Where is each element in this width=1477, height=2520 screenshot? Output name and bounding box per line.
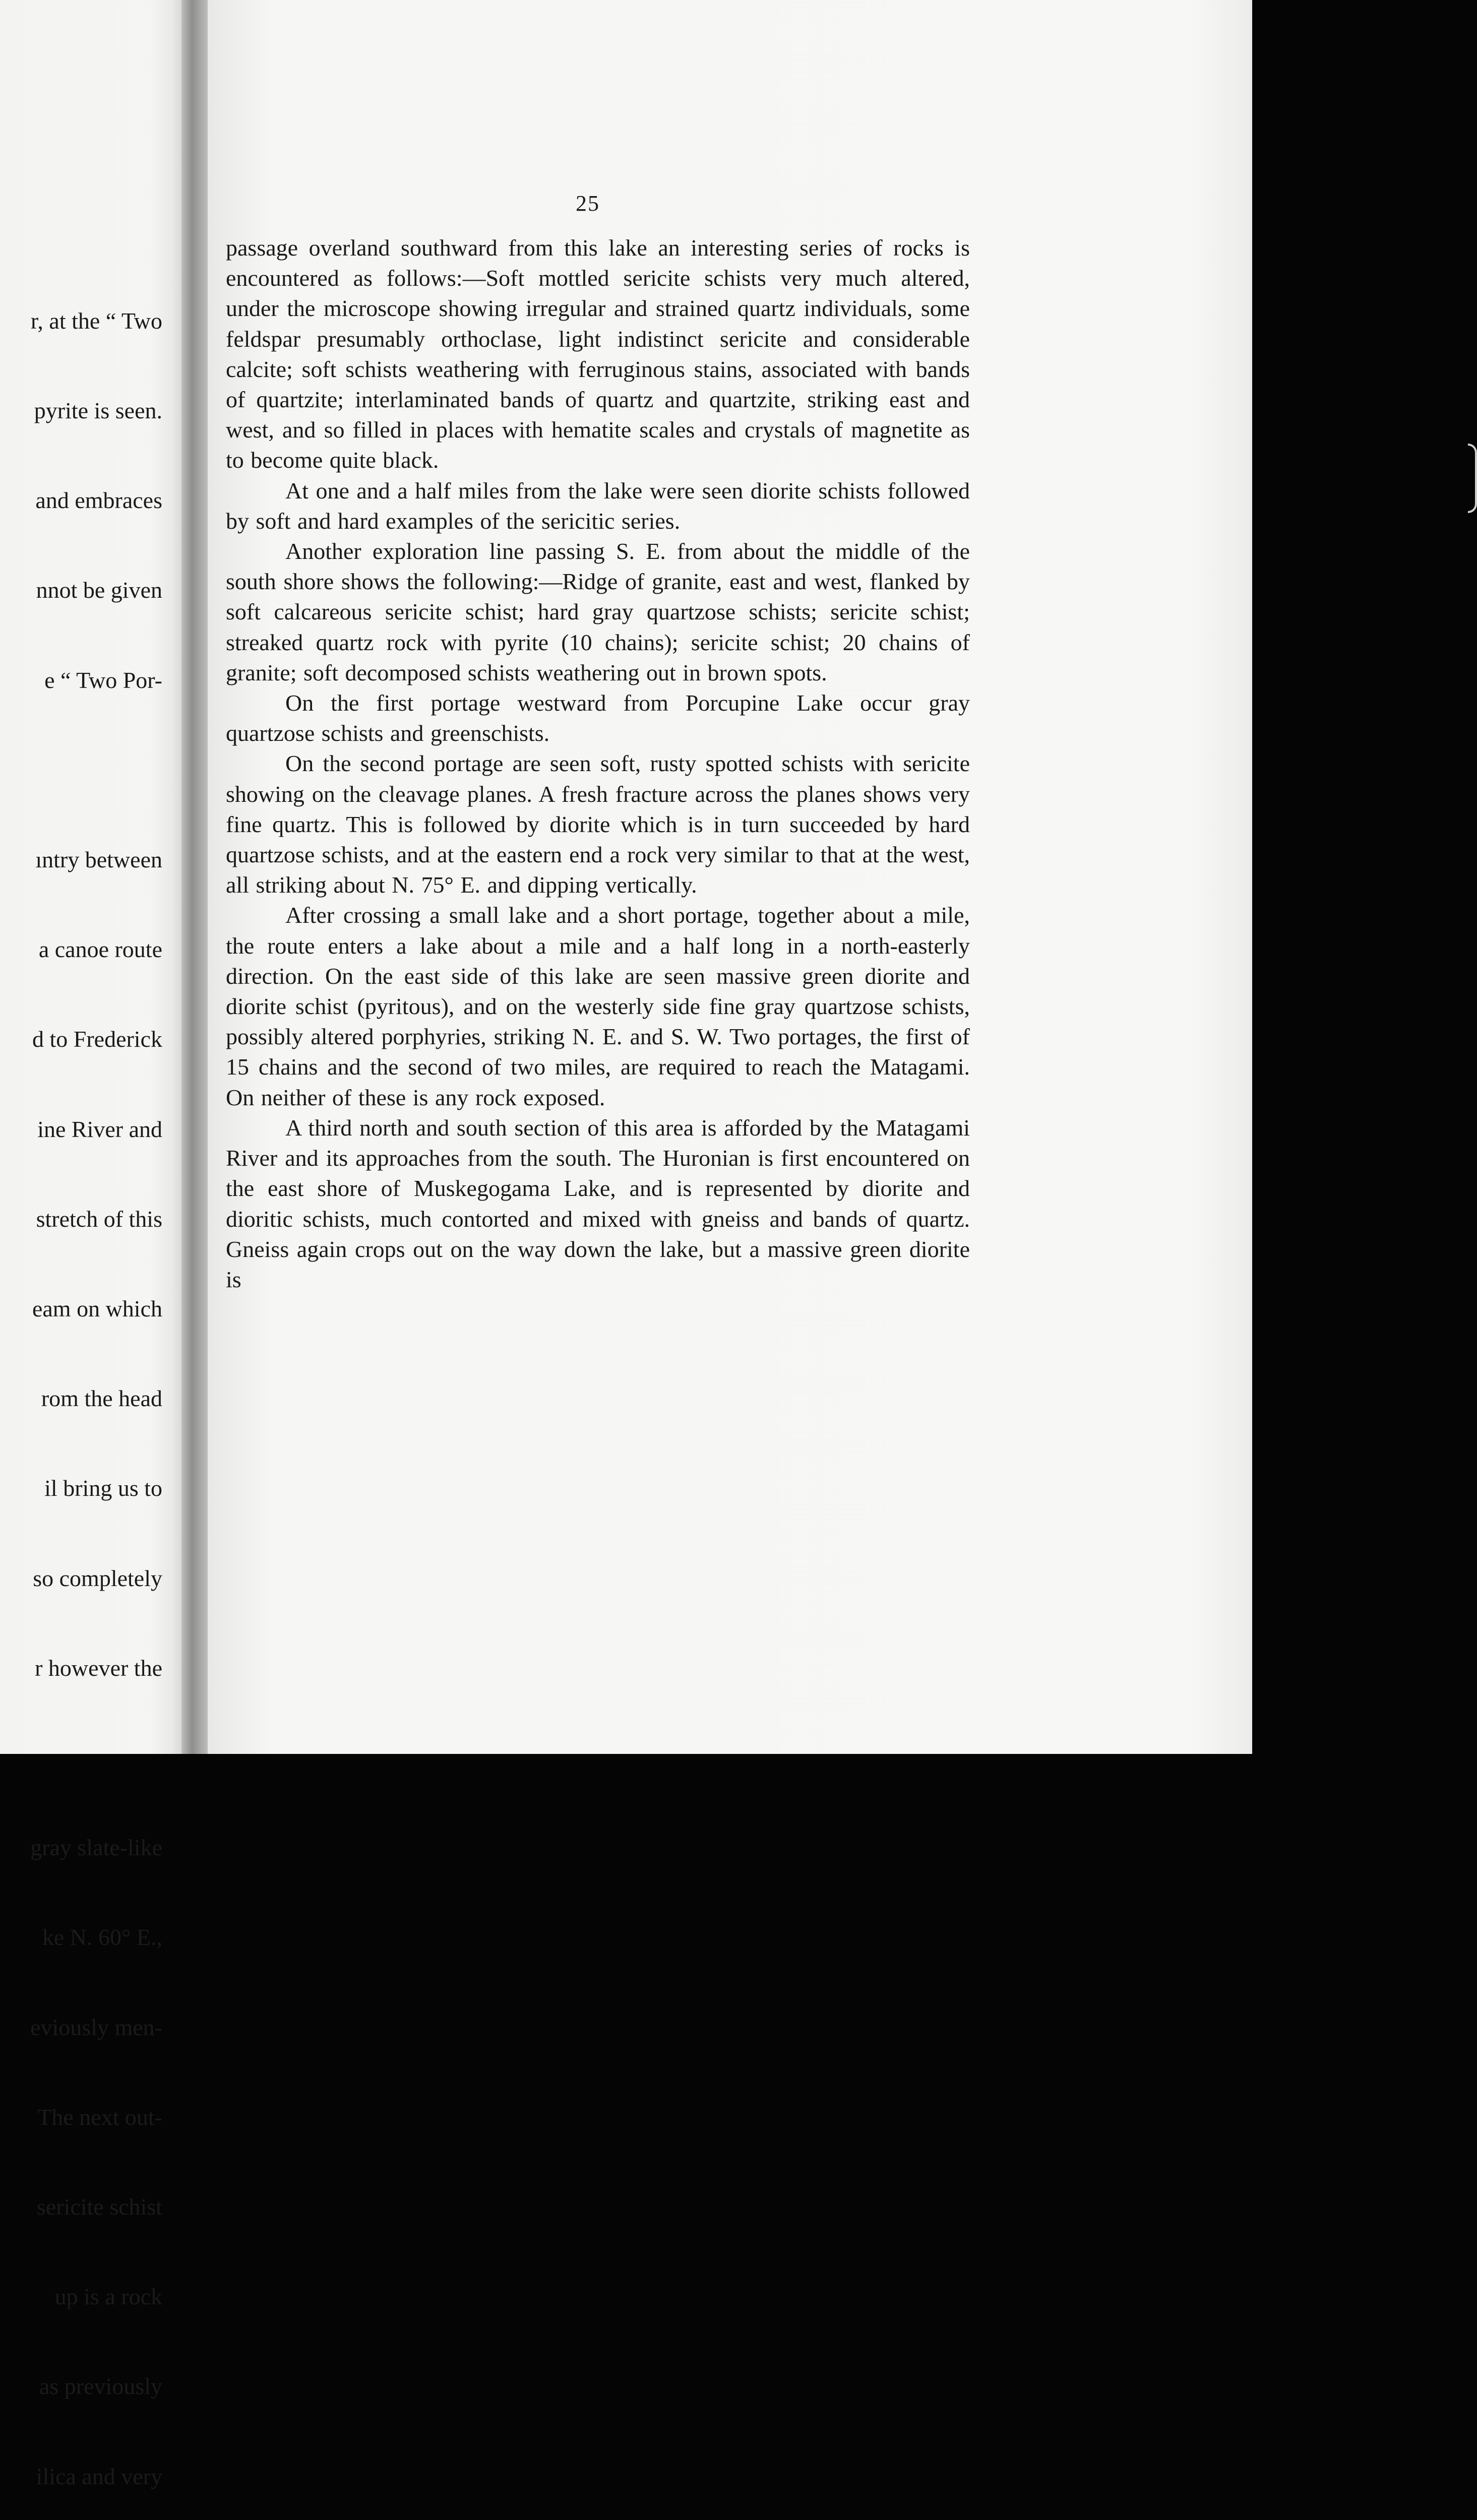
paragraph: A third north and south section of this area is afforded by the Matagami River and its approaches from the south. The Huronian is first encountered on the east shore of Muskegogama Lake, and is represented by diorite and dioritic schists, much contorted and mixed with gneiss and bands of quartz. Gneiss again crops out on the way down the lake, but a massive green diorite is [226, 1114, 970, 1292]
paragraph: After crossing a small lake and a short portage, together about a mile, the route enters a lake about a mile and a half long in a north-easterly direction. On the east side of this lake are seen massive green diorite and diorite schist (pyritous), and on the westerly side fine gray quartzose schists, possibly altered porphyries, striking N. E. and S. W. Two portages, the first of 15 chains and the second of two miles, are required to reach the Matagami. On neither of these is any rock exposed. [226, 902, 970, 1110]
left-page-line: ilica and very [36, 2463, 162, 2489]
left-page-fragment [0, 0, 188, 2489]
left-page-line: stretch of this [36, 1206, 162, 1232]
left-page-line: eam on which [32, 1296, 162, 1322]
left-page-line: and embraces [35, 487, 162, 514]
left-page-gap [0, 1743, 162, 1773]
left-page-line: a canoe route [38, 936, 162, 963]
left-page-line: The next out- [37, 2104, 162, 2130]
paragraph: passage overland southward from this lake an interesting series of rocks is encountered as follows:—Soft mottled sericite schists very much altered, under the microscope showing irregular and strained quartz individuals, some feldspar presumably orthoclase, light indistinct sericite and considerable calcite; soft schists weathering with ferruginous stains, associated with bands of quartzite; interlaminated bands of quartz and quartzite, striking east and west, and so filled in places with hematite scales and crystals of magnetite as to become quite black. [226, 235, 970, 473]
left-page-line: sericite schist [36, 2194, 162, 2220]
left-page-line: as previously [39, 2373, 162, 2400]
left-page-line: e “ Two Por- [44, 667, 162, 693]
left-page-line: gray slate-like [30, 1835, 162, 1861]
left-page-line: nnot be given [36, 577, 162, 603]
left-page-text-column [0, 246, 162, 2520]
page-edge-mark [1468, 444, 1477, 513]
paragraph: On the second portage are seen soft, rusty spotted schists with sericite showing on the cleavage planes. A fresh fracture across the planes shows very fine quartz. This is followed by diorite which is in turn succeeded by hard quartzose schists, and at the eastern end a rock very similar to that at the west, all striking about N. 75° E. and dipping vertically. [226, 750, 970, 898]
left-page-line: ine River and [37, 1116, 162, 1142]
left-page-line: pyrite is seen. [34, 398, 162, 424]
left-page-line: d to Frederick [32, 1026, 162, 1052]
paragraph: Another exploration line passing S. E. from about the middle of the south shore shows the following:—Ridge of granite, east and west, flanked by soft calcareous sericite schist; hard gray quartzose schists; sericite schist; streaked quartz rock with pyrite (10 chains); sericite schist; 20 chains of granite; soft decomposed schists weathering out in brown spots. [226, 538, 970, 685]
left-page-line: r, at the “ Two [30, 307, 162, 334]
left-page-line: ke N. 60° E., [42, 1924, 162, 1950]
left-page-line: up is a rock [54, 2284, 162, 2310]
left-page-line: ıntry between [35, 847, 162, 873]
left-page-gap [0, 755, 162, 785]
left-page-line: so completely [33, 1565, 162, 1591]
left-page-line: eviously men- [30, 2014, 162, 2040]
left-page-line: rom the head [41, 1385, 162, 1412]
paragraph: On the first portage westward from Porcupine Lake occur gray quartzose schists and greenschists. [226, 690, 970, 746]
paragraph: At one and a half miles from the lake were seen diorite schists followed by soft and hard examples of the sericitic series. [226, 477, 970, 534]
body-text [226, 233, 970, 1295]
left-page-line: il bring us to [44, 1475, 162, 1501]
left-page-line: r however the [35, 1655, 162, 1681]
page-number: 25 [576, 191, 600, 216]
